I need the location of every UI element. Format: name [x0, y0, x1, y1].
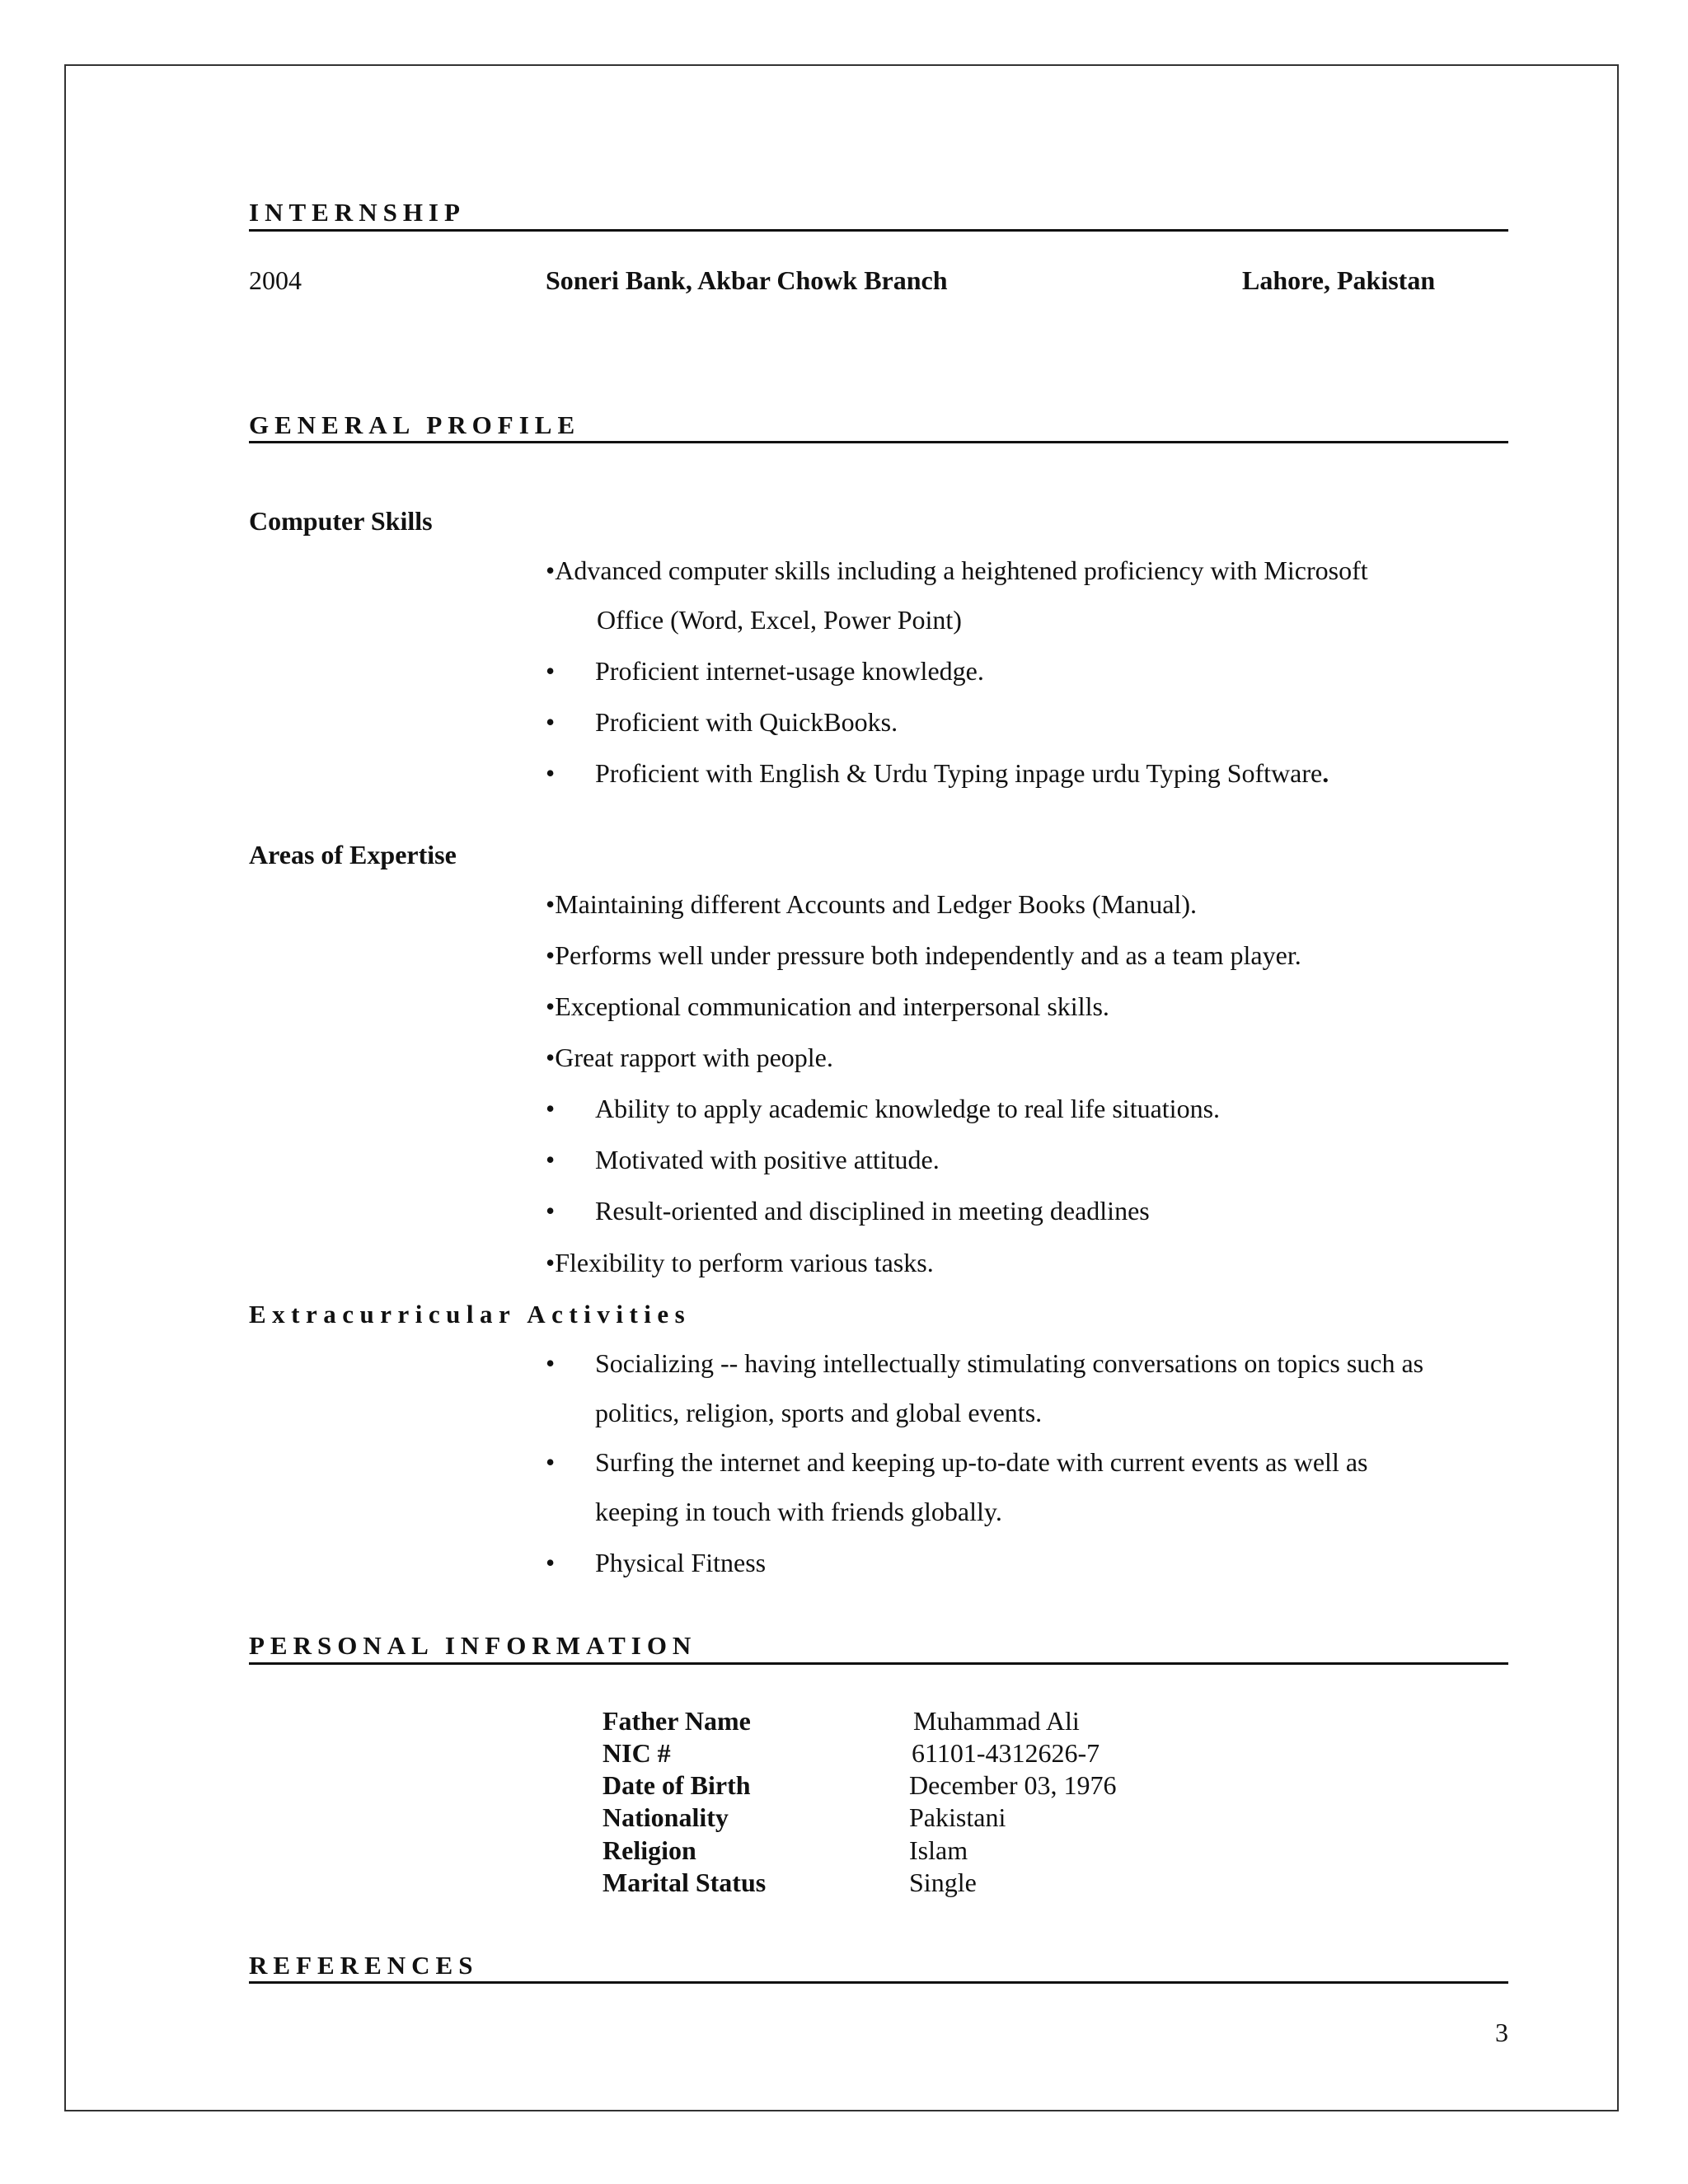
computer-skills-title: Computer Skills: [249, 506, 433, 536]
personal-value: Islam: [909, 1835, 968, 1865]
internship-company: Soneri Bank, Akbar Chowk Branch: [546, 265, 948, 295]
bullet-icon: •: [546, 555, 556, 585]
general-profile-heading: GENERAL PROFILE: [249, 410, 581, 439]
bullet-icon: •: [546, 1447, 556, 1477]
general-profile-rule: [249, 441, 1508, 443]
bullet-icon: •: [546, 889, 556, 919]
page-number: 3: [1495, 2018, 1508, 2047]
bullet-icon: •: [546, 1043, 556, 1072]
internship-rule: [249, 229, 1508, 232]
personal-value: December 03, 1976: [909, 1770, 1117, 1800]
bullet-icon: •: [546, 1196, 556, 1226]
personal-value: Pakistani: [909, 1802, 1006, 1832]
personal-information-rule: [249, 1662, 1508, 1665]
list-item: •Advanced computer skills including a heightened proficiency with Microsoft: [546, 555, 1368, 585]
list-item-continuation: keeping in touch with friends globally.: [595, 1497, 1002, 1526]
list-item: •Performs well under pressure both independently and as a team player.: [546, 940, 1301, 970]
bullet-icon: •: [546, 656, 556, 686]
bullet-icon: •: [546, 1094, 556, 1123]
list-item: Proficient internet-usage knowledge.: [595, 656, 984, 686]
bullet-icon: •: [546, 940, 556, 970]
bullet-icon: •: [546, 1145, 556, 1174]
personal-value: Single: [909, 1868, 977, 1897]
list-item-continuation: Office (Word, Excel, Power Point): [597, 605, 962, 635]
personal-label: Nationality: [603, 1802, 729, 1832]
page-border: [64, 64, 1619, 2111]
references-heading: REFERENCES: [249, 1951, 479, 1980]
list-item: Proficient with QuickBooks.: [595, 707, 898, 737]
bullet-icon: •: [546, 1548, 556, 1577]
bullet-icon: •: [546, 991, 556, 1021]
areas-of-expertise-title: Areas of Expertise: [249, 840, 457, 869]
personal-label: NIC #: [603, 1738, 671, 1768]
list-item: •Exceptional communication and interpersonal skills.: [546, 991, 1109, 1021]
personal-label: Father Name: [603, 1706, 751, 1736]
bullet-icon: •: [546, 758, 556, 788]
bullet-icon: •: [546, 1248, 556, 1277]
list-item: Motivated with positive attitude.: [595, 1145, 940, 1174]
list-item: Physical Fitness: [595, 1548, 767, 1577]
list-item: Proficient with English & Urdu Typing inpage urdu Typing Software.: [595, 758, 1329, 788]
personal-label: Religion: [603, 1835, 696, 1865]
personal-value: Muhammad Ali: [913, 1706, 1080, 1736]
list-item: •Flexibility to perform various tasks.: [546, 1248, 934, 1277]
personal-label: Marital Status: [603, 1868, 767, 1897]
list-item: •Great rapport with people.: [546, 1043, 833, 1072]
bullet-icon: •: [546, 707, 556, 737]
list-item-continuation: politics, religion, sports and global events.: [595, 1398, 1043, 1427]
list-item: Surfing the internet and keeping up-to-date with current events as well as: [595, 1447, 1368, 1477]
list-item: Result-oriented and disciplined in meeting deadlines: [595, 1196, 1150, 1226]
internship-heading: INTERNSHIP: [249, 198, 466, 227]
personal-information-heading: PERSONAL INFORMATION: [249, 1631, 697, 1660]
list-item: Socializing -- having intellectually stimulating conversations on topics such as: [595, 1348, 1424, 1378]
list-item: •Maintaining different Accounts and Ledger Books (Manual).: [546, 889, 1197, 919]
references-rule: [249, 1981, 1508, 1984]
bullet-icon: •: [546, 1348, 556, 1378]
list-item: Ability to apply academic knowledge to real life situations.: [595, 1094, 1221, 1123]
internship-year: 2004: [249, 265, 302, 295]
personal-value: 61101-4312626-7: [912, 1738, 1100, 1768]
personal-label: Date of Birth: [603, 1770, 751, 1800]
internship-location: Lahore, Pakistan: [1242, 265, 1436, 295]
extracurricular-title: Extracurricular Activities: [249, 1300, 692, 1329]
